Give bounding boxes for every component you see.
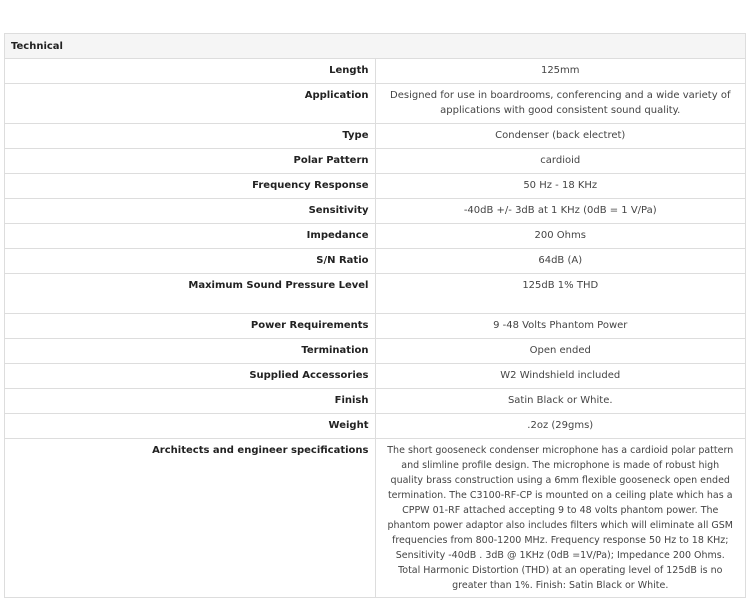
row-label: Length bbox=[5, 59, 376, 84]
row-value: Satin Black or White. bbox=[375, 389, 746, 414]
row-label: Supplied Accessories bbox=[5, 364, 376, 389]
table-row bbox=[5, 439, 746, 598]
row-value: -40dB +/- 3dB at 1 KHz (0dB = 1 V/Pa) bbox=[375, 199, 746, 224]
table-row bbox=[5, 84, 746, 124]
row-value: 9 -48 Volts Phantom Power bbox=[375, 314, 746, 339]
row-value: 125dB 1% THD bbox=[375, 274, 746, 314]
table-row bbox=[5, 274, 746, 314]
row-label: Power Requirements bbox=[5, 314, 376, 339]
row-label: Polar Pattern bbox=[5, 149, 376, 174]
row-value: cardioid bbox=[375, 149, 746, 174]
table-row bbox=[5, 59, 746, 84]
table-row bbox=[5, 314, 746, 339]
row-label: Sensitivity bbox=[5, 199, 376, 224]
row-value: Condenser (back electret) bbox=[375, 124, 746, 149]
row-value: Designed for use in boardrooms, conferencing and a wide variety of applications with good consistent sound quality. bbox=[375, 84, 746, 124]
row-label: Frequency Response bbox=[5, 174, 376, 199]
row-value: 200 Ohms bbox=[375, 224, 746, 249]
row-value: 50 Hz - 18 KHz bbox=[375, 174, 746, 199]
row-label: Type bbox=[5, 124, 376, 149]
table-header-row bbox=[5, 34, 746, 59]
row-value: 64dB (A) bbox=[375, 249, 746, 274]
technical-spec-table bbox=[4, 33, 746, 598]
section-title: Technical bbox=[5, 34, 746, 59]
row-label: Architects and engineer specifications bbox=[5, 439, 376, 598]
table-row bbox=[5, 389, 746, 414]
table-row bbox=[5, 249, 746, 274]
table-row bbox=[5, 414, 746, 439]
row-label: Impedance bbox=[5, 224, 376, 249]
row-value: 125mm bbox=[375, 59, 746, 84]
table-row bbox=[5, 199, 746, 224]
row-label: Weight bbox=[5, 414, 376, 439]
row-label: Termination bbox=[5, 339, 376, 364]
row-label: Application bbox=[5, 84, 376, 124]
row-label: S/N Ratio bbox=[5, 249, 376, 274]
row-label: Finish bbox=[5, 389, 376, 414]
row-label: Maximum Sound Pressure Level bbox=[5, 274, 376, 314]
table-row bbox=[5, 339, 746, 364]
table-row bbox=[5, 224, 746, 249]
table-row bbox=[5, 174, 746, 199]
table-row bbox=[5, 124, 746, 149]
row-value: The short gooseneck condenser microphone has a cardioid polar pattern and slimline profile design. The microphone is made of robust high quality brass construction using a 6mm flexible gooseneck open ended termination. The C3100-RF-CP is mounted on a ceiling plate which has a CPPW 01-RF attached accepting 9 to 48 volts phantom power. The phantom power adaptor also includes filters which will eliminate all GSM frequencies from 800-1200 MHz. Frequency response 50 Hz to 18 KHz; Sensitivity -40dB . 3dB @ 1KHz (0dB =1V/Pa); Impedance 200 Ohms. Total Harmonic Distortion (THD) at an operating level of 125dB is no greater than 1%. Finish: Satin Black or White. bbox=[375, 439, 746, 598]
row-value: Open ended bbox=[375, 339, 746, 364]
table-row bbox=[5, 149, 746, 174]
row-value: W2 Windshield included bbox=[375, 364, 746, 389]
table-row bbox=[5, 364, 746, 389]
row-value: .2oz (29gms) bbox=[375, 414, 746, 439]
